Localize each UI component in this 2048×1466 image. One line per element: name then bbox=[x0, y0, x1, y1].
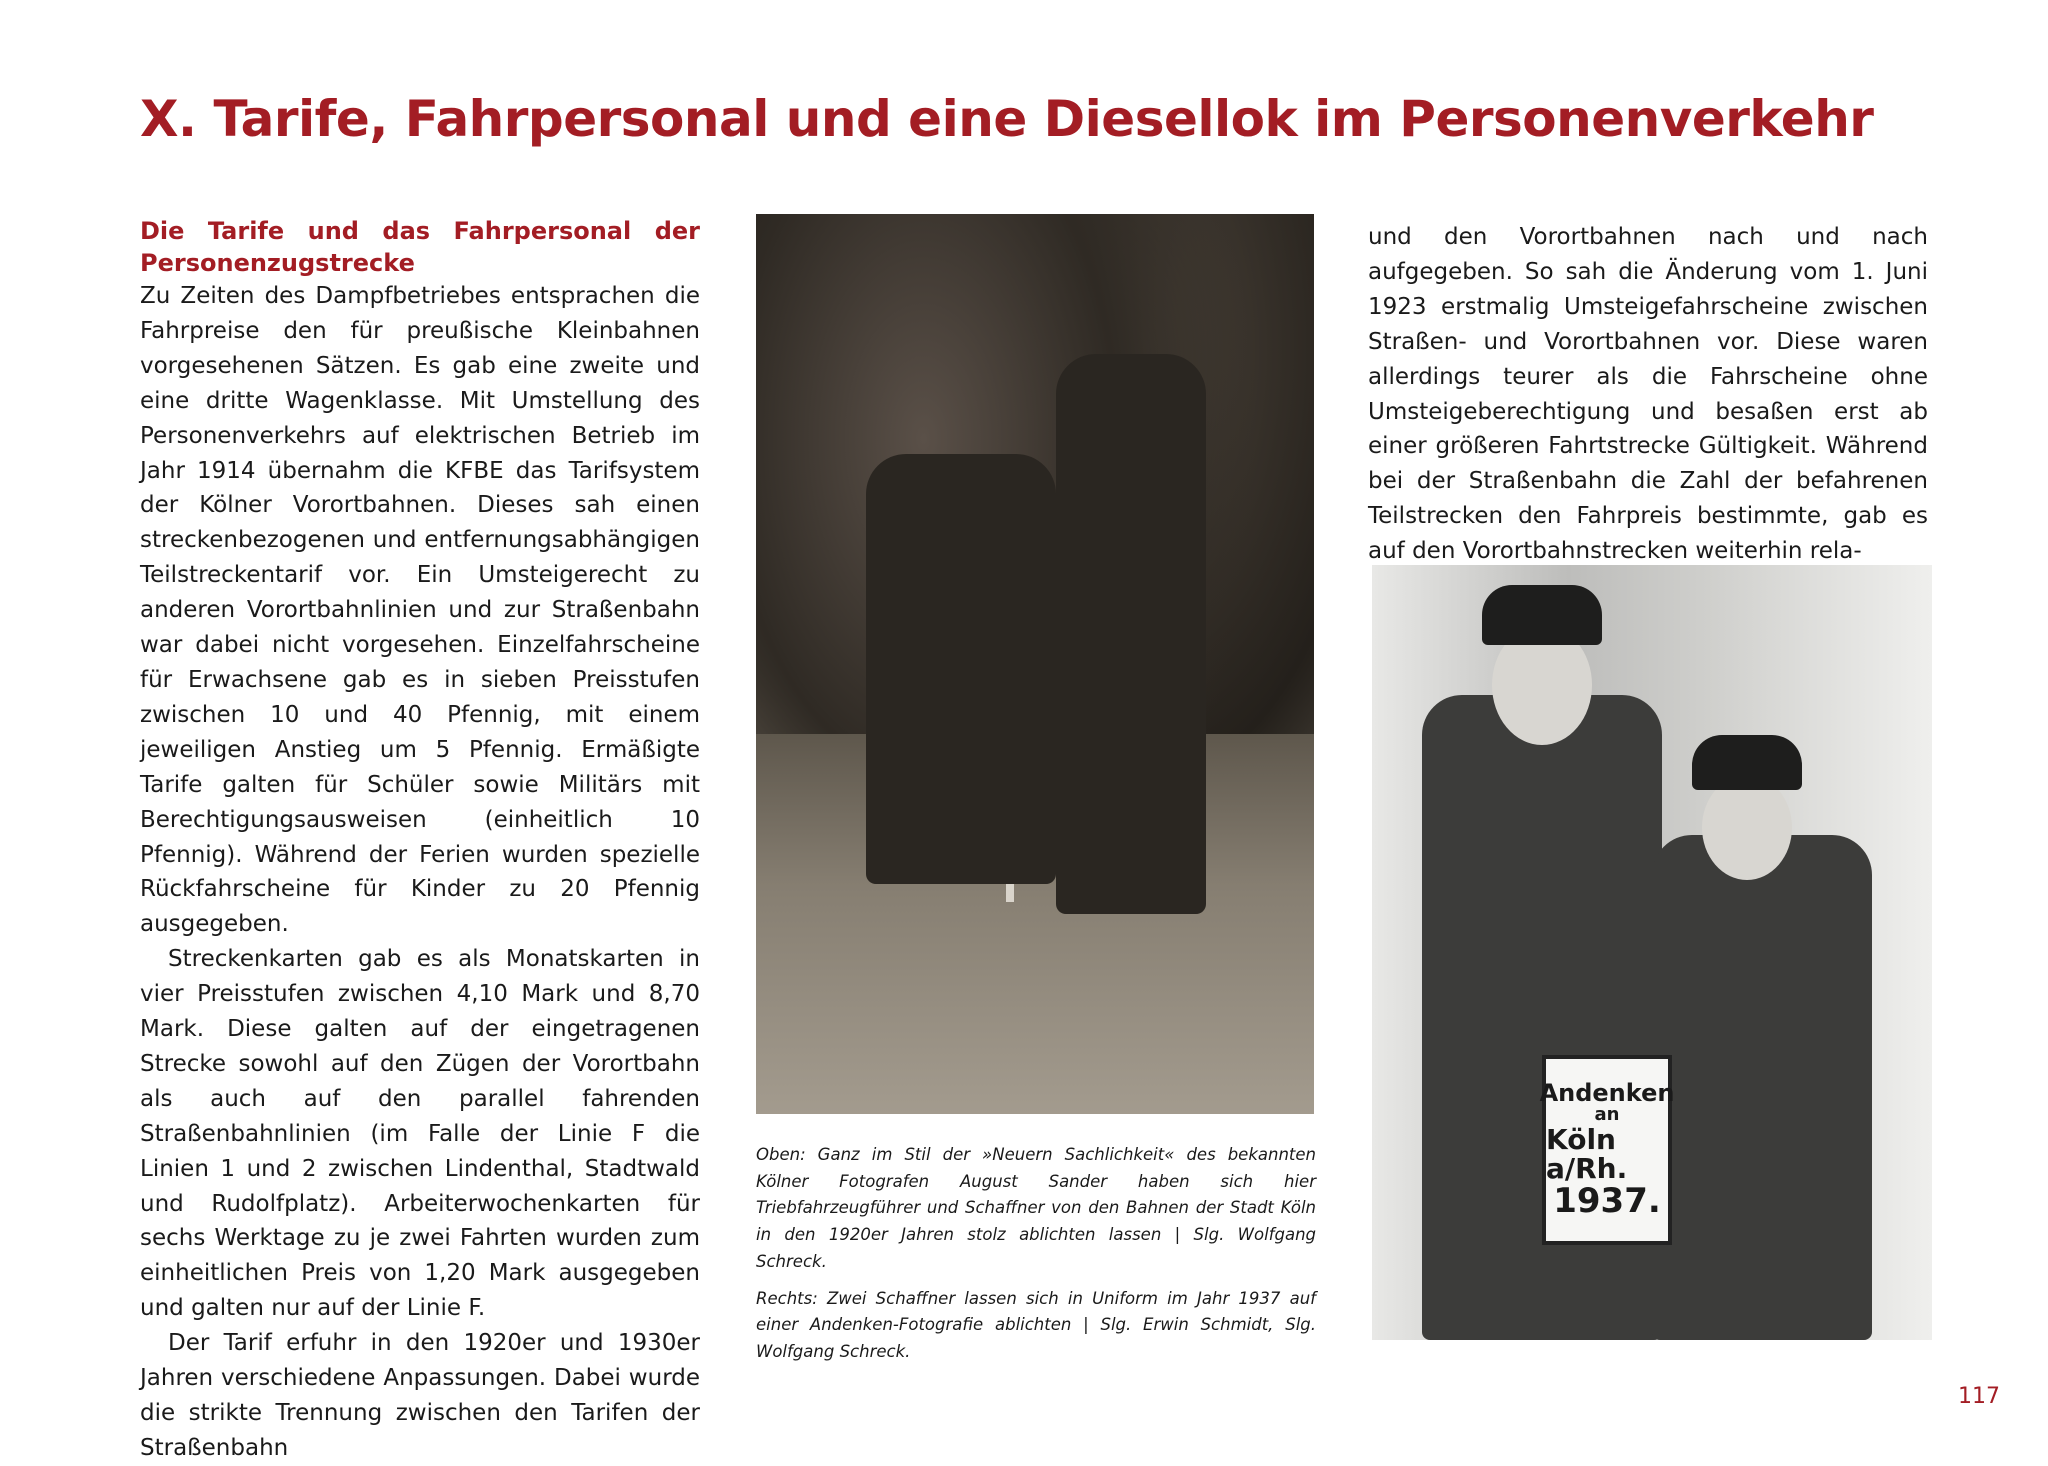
photo-captions bbox=[756, 1142, 1316, 1376]
photo-seated-man bbox=[866, 454, 1056, 884]
photo-two-conductors-1937 bbox=[1372, 565, 1932, 1340]
photo-cap-right bbox=[1692, 735, 1802, 790]
left-text-column bbox=[140, 215, 700, 1466]
caption-right: Rechts: Zwei Schaffner lassen sich in Uniform im Jahr 1937 auf einer Andenken-Fotografie ablichten | Slg. Erwin Schmidt, Slg. Wolfgang Schreck. bbox=[756, 1288, 1316, 1361]
photo-two-railway-workers-1920s bbox=[756, 214, 1314, 1114]
photo-cap-left bbox=[1482, 585, 1602, 645]
photo-standing-man bbox=[1056, 354, 1206, 914]
sign-line-1: Andenken bbox=[1539, 1078, 1675, 1107]
andenken-sign bbox=[1539, 1055, 1675, 1245]
body-paragraph-1: Zu Zeiten des Dampfbetriebes entsprachen die Fahrpreise den für preußische Kleinbahnen vorgesehenen Sätzen. Es gab eine zweite und eine dritte Wagenklasse. Mit Umstellung des Personenverkehrs auf elektrischen Betrieb im Jahr 1914 übernahm die KFBE das Tarifsystem der Kölner Vorortbahnen. Dieses sah einen streckenbezogenen und entfernungsabhängigen Teilstreckentarif vor. Ein Umsteigerecht zu anderen Vorortbahnlinien und zur Straßenbahn war dabei nicht vorgesehen. Einzelfahrscheine für Erwachsene gab es in sieben Preisstufen zwischen 10 und 40 Pfennig, mit einem jeweiligen Anstieg um 5 Pfennig. Ermäßigte Tarife galten für Schüler sowie Militärs mit Berechtigungsausweisen (einheitlich 10 Pfennig). Während der Ferien wurden spezielle Rückfahrscheine für Kinder zu 20 Pfennig ausgegeben. bbox=[140, 283, 700, 938]
page-number: 117 bbox=[1958, 1384, 2000, 1409]
body-paragraph-right: und den Vorortbahnen nach und nach aufgegeben. So sah die Änderung vom 1. Juni 1923 erstmalig Umsteigefahrscheine zwischen Straßen- und Vorortbahnen vor. Diese waren allerdings teurer als die Fahrscheine ohne Umsteigeberechtigung und besaßen erst ab einer größeren Fahrtstrecke Gültigkeit. Während bei der Straßenbahn die Zahl der befahrenen Teilstrecken den Fahrpreis bestimmte, gab es auf den Vorortbahnstrecken weiterhin rela- bbox=[1368, 224, 1928, 565]
sign-line-4: 1937. bbox=[1553, 1180, 1661, 1221]
right-text-column bbox=[1368, 220, 1928, 569]
body-paragraph-2: Streckenkarten gab es als Monatskarten in vier Preisstufen zwischen 4,10 Mark und 8,70 Mark. Diese galten auf der eingetragenen Strecke sowohl auf den Zügen der Vorortbahn als auch auf den parallel fahrenden Straßenbahnlinien (im Falle der Linie F die Linien 1 und 2 zwischen Lindenthal, Stadtwald und Rudolfplatz). Arbeiterwochenkarten für sechs Werktage zu je zwei Fahrten wurden zum einheitlichen Preis von 1,20 Mark ausgegeben und galten nur auf der Linie F. bbox=[140, 946, 700, 1322]
sign-line-2: an bbox=[1594, 1103, 1620, 1125]
sign-line-3: Köln a/Rh. bbox=[1546, 1122, 1628, 1186]
photo-conductor-right bbox=[1652, 835, 1872, 1340]
caption-top: Oben: Ganz im Stil der »Neuern Sachlichkeit« des bekannten Kölner Fotografen August Sander haben sich hier Triebfahrzeugführer und Schaffner von den Bahnen der Stadt Köln in den 1920er Jahren stolz ablichten lassen | Slg. Wolfgang Schreck. bbox=[756, 1145, 1316, 1271]
body-paragraph-3: Der Tarif erfuhr in den 1920er und 1930er Jahren verschiedene Anpassungen. Dabei wurde die strikte Trennung zwischen den Tarifen der Straßenbahn bbox=[140, 1330, 700, 1461]
photo-face-right bbox=[1702, 775, 1792, 880]
page-title: X. Tarife, Fahrpersonal und eine Diesellok im Personenverkehr bbox=[140, 90, 1874, 148]
section-heading: Die Tarife und das Fahrpersonal der Personenzugstrecke bbox=[140, 217, 700, 277]
